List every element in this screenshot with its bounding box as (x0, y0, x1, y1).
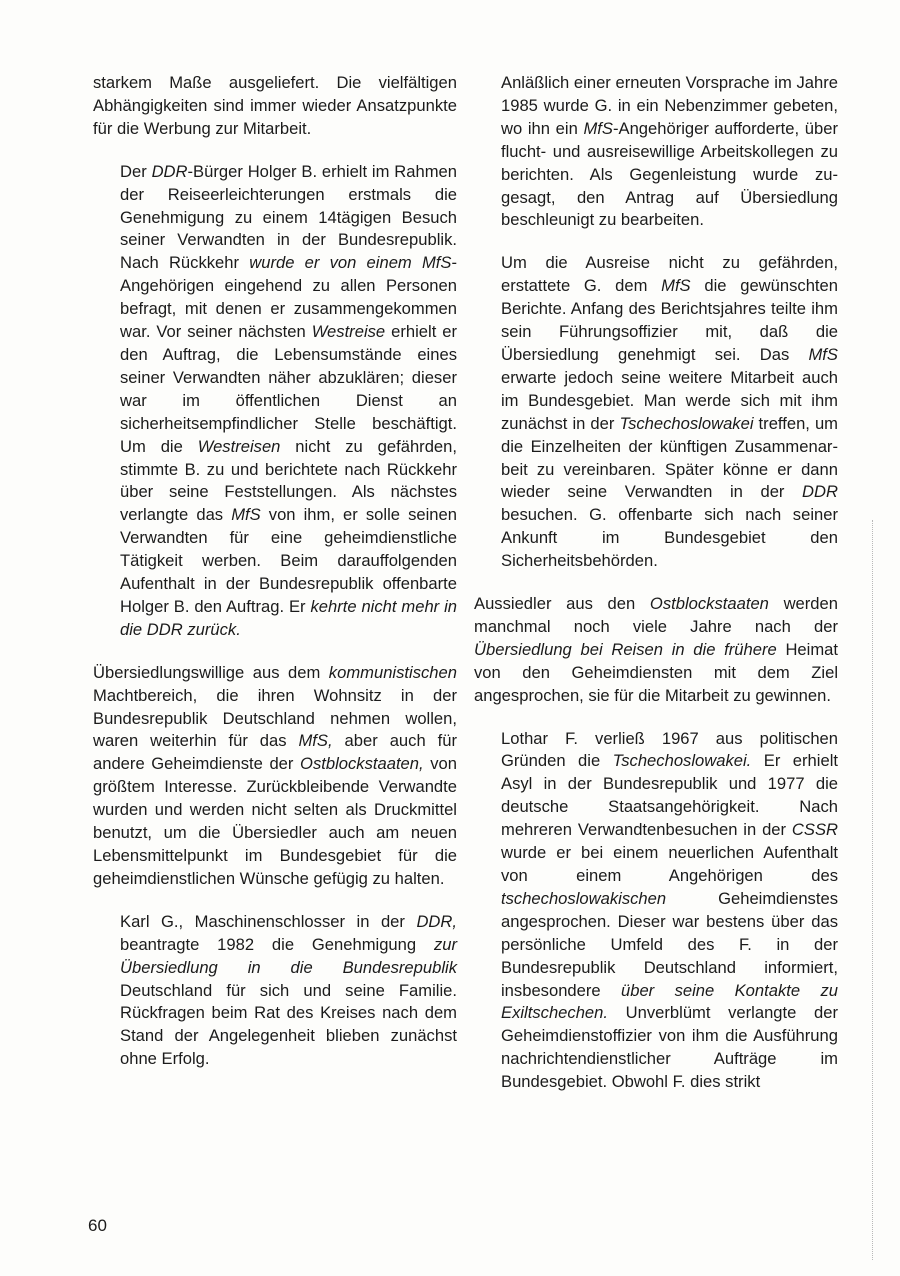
paragraph-aussiedler: Aussiedler aus den Ostblockstaaten werden manchmal noch viele Jahre nach der Übersiedlung bei Reisen in die frühere Heimat von den Geheimdiensten mit dem Ziel angesprochen, sie für die Mitarbeit zu gewinnen. (474, 594, 838, 705)
paragraph-uebersiedlungswillige: Übersiedlungswillige aus dem kommunistischen Machtbereich, die ihren Wohnsitz in der Bundesrepublik Deutschland nehmen wollen, waren weiterhin für das MfS, aber auch für andere Geheimdienste der Ostblockstaaten, von größtem Interesse. Zurückbleibende Verwandte wurden und werden nicht selten als Druckmittel benutzt, um die Übersiedler auch am neuen Lebensmittelpunkt im Bundesgebiet für die geheimdienstlichen Wünsche gefügig zu halten. (93, 662, 457, 888)
paragraph-dependencies: starkem Maße ausgeliefert. Die vielfältigen Abhängigkeiten sind immer wieder Ansatzpunkte für die Werbung zur Mitarbeit. (93, 73, 457, 138)
case-karl-g: Karl G., Maschinenschlosser in der DDR, beantragte 1982 die Genehmigung zur Übersiedlung in die Bundesrepublik Deutschland für sich und seine Familie. Rückfragen beim Rat des Kreises nach dem Stand der Angelegenheit blieben zunächst ohne Erfolg. (120, 911, 457, 1069)
left-column (93, 72, 457, 1071)
page-number: 60 (88, 1216, 107, 1235)
scan-margin-marks (872, 520, 875, 1260)
right-column (474, 72, 838, 1094)
case-karl-g-continued: Anläßlich einer erneuten Vorsprache im Jahre 1985 wurde G. in ein Nebenzimmer gebeten, wo ihn ein MfS-Angehöriger aufforderte, über flucht- und ausreisewillige Arbeitskollegen zu berichten. Als Gegenleistung wurde zugesagt, den Antrag auf Übersiedlung beschleunigt zu bearbeiten. (501, 73, 838, 230)
case-holger-b: Der DDR-Bürger Holger B. erhielt im Rahmen der Reiseerleichterungen erstmals die Genehmigung zu einem 14tägigen Besuch seiner Verwandten in der Bundesrepublik. Nach Rückkehr wurde er von einem MfS-Angehörigen eingehend zu allen Personen befragt, mit denen er zusammengekommen war. Vor seiner nächsten Westreise erhielt er den Auftrag, die Lebensumstände eines seiner Verwandten näher abzuklären; dieser war im öffentlichen Dienst an sicherheitsempfindlicher Stelle beschäftigt. Um die Westreisen nicht zu gefährden, stimmte B. zu und berichtete nach Rückkehr über seine Feststellungen. Als nächstes verlangte das MfS von ihm, er solle seinen Verwandten für eine geheimdienstliche Tätigkeit werben. Beim darauffolgenden Aufenthalt in der Bundesrepublik offenbarte Holger B. den Auftrag. Er kehrte nicht mehr in die DDR zurück. (120, 161, 458, 639)
case-lothar-f: Lothar F. verließ 1967 aus politischen Gründen die Tschechoslowakei. Er erhielt Asyl in der Bundesrepublik und 1977 die deutsche Staatsangehörigkeit. Nach mehreren Verwandtenbesuchen in der CSSR wurde er bei einem neuerlichen Aufenthalt von einem Angehörigen des tschechoslowakischen Geheimdienstes angesprochen. Dieser war bestens über das persönliche Umfeld des F. in der Bundesrepublik Deutschland informiert, insbesondere über seine Kontakte zu Exiltschechen. Unverblümt verlangte der Geheimdienstoffizier von ihm die Ausführung nachrichtendienstlicher Aufträge im Bundesgebiet. Obwohl F. dies strikt (501, 728, 838, 1092)
case-karl-g-outcome: Um die Ausreise nicht zu gefährden, erstattete G. dem MfS die gewünschten Berichte. Anfang des Berichtsjahres teilte ihm sein Führungsoffizier mit, daß die Übersiedlung genehmigt sei. Das MfS erwarte jedoch seine weitere Mitarbeit auch im Bundesgebiet. Man werde sich mit ihm zunächst in der Tschechoslowakei treffen, um die Einzelheiten der künftigen Zusammenarbeit zu vereinbaren. Später könne er dann wieder seine Verwandten in der DDR besuchen. G. offenbarte sich nach seiner Ankunft im Bundesgebiet den Sicherheitsbehörden. (501, 253, 839, 571)
